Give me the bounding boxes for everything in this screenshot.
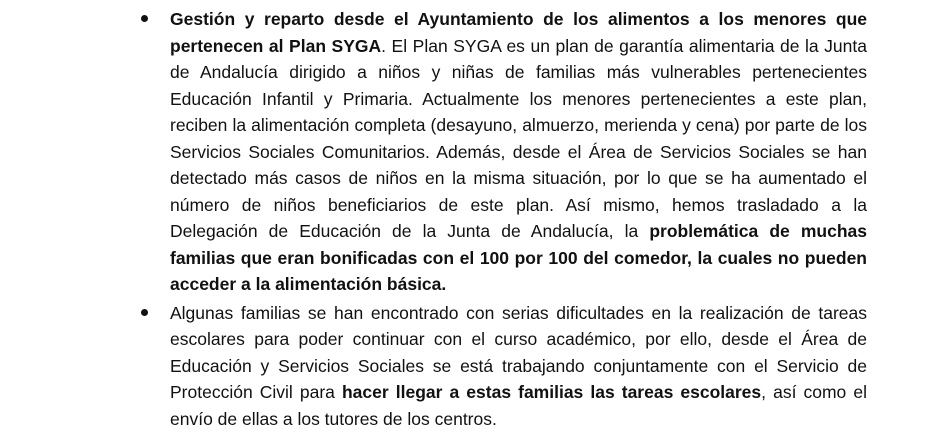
bullet-icon bbox=[141, 15, 148, 22]
item-body-text: . El Plan SYGA es un plan de garantía alimentaria de la Junta de Andalucía dirigido a niños y niñas de familias más vulnerables pertenecientes Educación Infantil y Primaria. Actualmente los menores pertenecientes a este plan, reciben la alimentación completa (desayuno, almuerzo, merienda y cena) por parte de los Servicios Sociales Comunitarios. Además, desde el Área de Servicios Sociales se han detectado más casos de niños en la misma situación, por lo que se ha aumentado el número de niños beneficiarios de este plan. Así mismo, hemos trasladado a la Delegación de Educación de la Junta de Andalucía, la bbox=[170, 35, 867, 241]
item-body-text: Algunas familias se han encontrado con serias dificultades en la realización de tareas escolares para poder continuar con el curso académico, por ello, desde el Área de Educación y Servicios Sociales se está trabajando conjuntamente con el Servicio de Protección Civil para bbox=[170, 302, 867, 402]
bullet-icon bbox=[141, 309, 148, 316]
item-emphasis-text: problemática de muchas familias que eran bonificadas con el 100 por 100 del comedor, la cuales no pueden acceder a la alimentación básica. bbox=[170, 221, 867, 294]
list-item-tareas-escolares bbox=[0, 300, 867, 433]
item-emphasis-text: hacer llegar a estas familias las tareas escolares bbox=[341, 382, 762, 402]
item-body-text-end: , así como el envío de ellas a los tutores de los centros. bbox=[170, 382, 867, 429]
list-item-plan-syga bbox=[0, 6, 867, 298]
item-heading: Gestión y reparto desde el Ayuntamiento de los alimentos a los menores que pertenecen al Plan SYGA bbox=[170, 9, 867, 56]
bullet-list bbox=[0, 6, 945, 434]
